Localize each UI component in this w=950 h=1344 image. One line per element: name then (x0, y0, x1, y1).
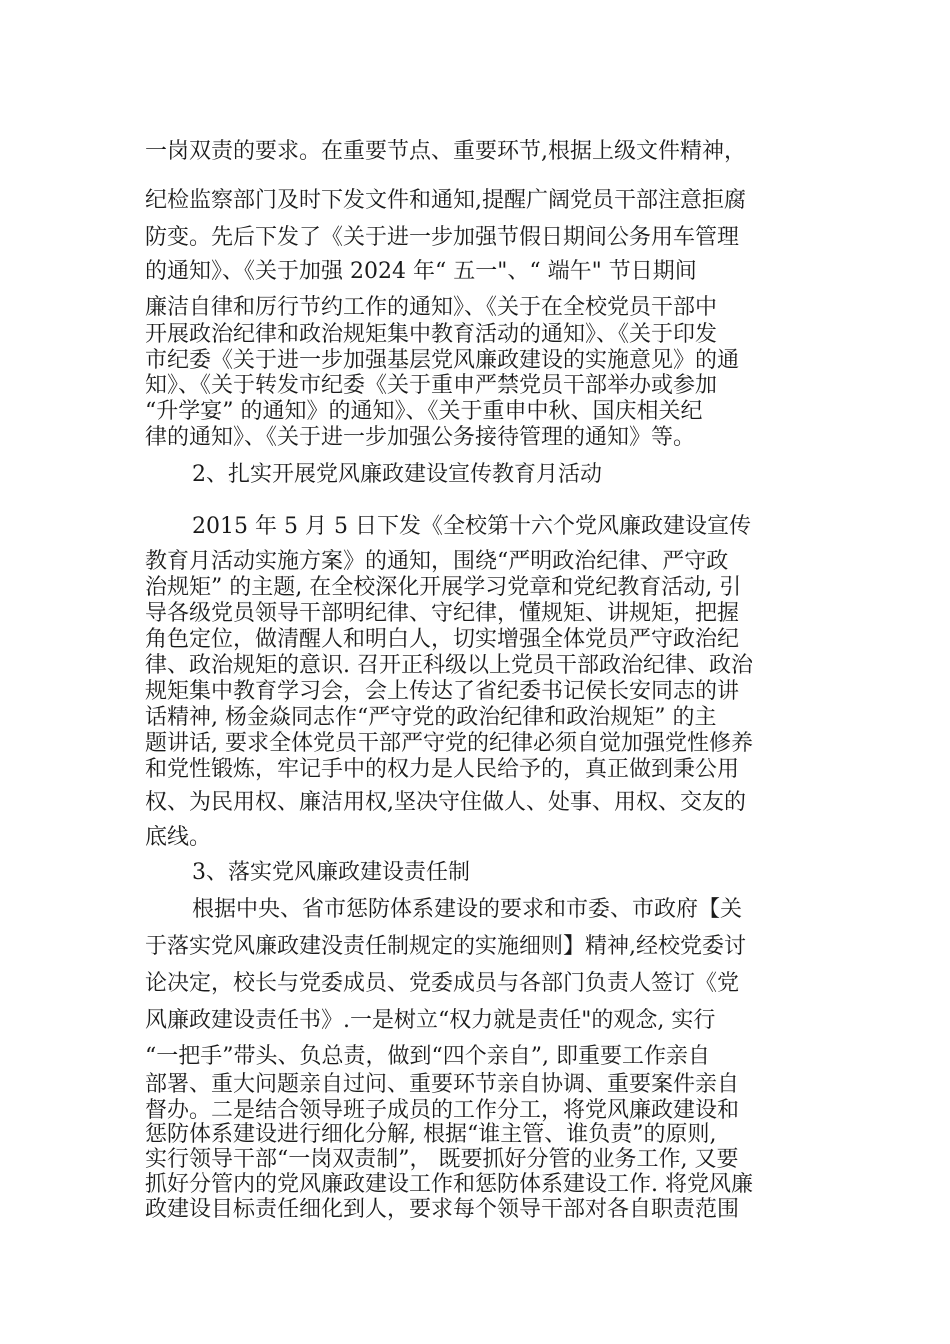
text-line: 市纪委《关于进一步加强基层党风廉政建设的实施意见》的通 (145, 348, 740, 373)
text-line: “升学宴” 的通知》的通知》、《关于重申中秋、国庆相关纪 (145, 399, 703, 424)
text-line: 惩防体系建设进行细化分解, 根据“谁主管、谁负责”的原则, (145, 1122, 717, 1147)
text-line: 话精神, 杨金焱同志作“严守党的政治纪律和政治规矩” 的主 (145, 705, 717, 730)
section-heading: 3、落实党风廉政建设责任制 (192, 860, 470, 885)
text-line: 防变。先后下发了《关于进一步加强节假日期间公务用车管理 (145, 225, 740, 250)
text-line: 抓好分管内的党风廉政建设工作和惩防体系建设工作. 将党风廉 (145, 1172, 753, 1197)
text-line: 实行领导干部“一岗双责制”， 既要抓好分管的业务工作, 又要 (145, 1147, 739, 1172)
text-line: 督办。二是结合领导班子成员的工作分工，将党风廉政建设和 (145, 1098, 740, 1123)
text-line: 治规矩” 的主题, 在全校深化开展学习党章和党纪教育活动, 引 (145, 575, 742, 600)
text-line: 廉洁自律和厉行节约工作的通知》、《关于在全校党员干部中 (145, 295, 718, 320)
section-heading: 2、扎实开展党风廉政建设宣传教育月活动 (192, 462, 602, 487)
text-line: 教育月活动实施方案》的通知，围绕“严明政治纪律、严守政 (145, 549, 729, 574)
text-line: 底线。 (145, 825, 212, 850)
text-line: 于落实党风廉政建没责任制规定的实施细则】精神,经校党委讨 (145, 934, 746, 959)
text-line: 规矩集中教育学习会，会上传达了省纪委书记侯长安同志的讲 (145, 679, 740, 704)
text-line: 角色定位，做清醒人和明白人，切实增强全体党员严守政治纪 (145, 627, 740, 652)
text-line: 根据中央、省市惩防体系建设的要求和市委、市政府【关 (192, 897, 743, 922)
text-line: 部署、重大问题亲自过问、重要环节亲自协调、重要案件亲自 (145, 1072, 740, 1097)
text-line: 一岗双责的要求。在重要节点、重要环节,根据上级文件精神， (145, 139, 746, 164)
text-line: 风廉政建设责任书》.一是树立“权力就是责任"的观念, 实行 (145, 1008, 716, 1033)
text-line: 2015 年 5 月 5 日下发《全校第十六个党风廉政建设宣传 (192, 514, 751, 539)
text-line: 导各级党员领导干部明纪律、守纪律，懂规矩、讲规矩，把握 (145, 601, 740, 626)
text-line: 律的通知》、《关于进一步加强公务接待管理的通知》等。 (145, 425, 696, 450)
text-line: 的通知》、《关于加强 2024 年“ 五一"、“ 端午" 节日期间 (145, 259, 697, 284)
text-line: 纪检监察部门及时下发文件和通知,提醒广阔党员干部注意拒腐 (145, 188, 746, 213)
text-line: 题讲话, 要求全体党员干部严守党的纪律必须自觉加强党性修养 (145, 731, 753, 756)
text-line: 知》、《关于转发市纪委《关于重申严禁党员干部举办或参加 (145, 373, 718, 398)
text-line: 和党性锻炼，牢记手中的权力是人民给予的，真正做到秉公用 (145, 757, 740, 782)
text-line: 政建设目标责任细化到人，要求每个领导干部对各自职责范围 (145, 1197, 740, 1222)
text-line: 开展政治纪律和政治规矩集中教育活动的通知》、《关于印发 (145, 322, 718, 347)
text-line: 论决定，校长与党委成员、党委成员与各部门负责人签订《党 (145, 971, 740, 996)
text-line: 律、政治规矩的意识. 召开正科级以上党员干部政治纪律、政治 (145, 653, 753, 678)
text-line: “一把手”带头、负总责，做到“四个亲自”, 即重要工作亲自 (145, 1044, 710, 1069)
text-line: 权、为民用权、廉洁用权,坚决守住做人、处事、用权、交友的 (145, 790, 746, 815)
